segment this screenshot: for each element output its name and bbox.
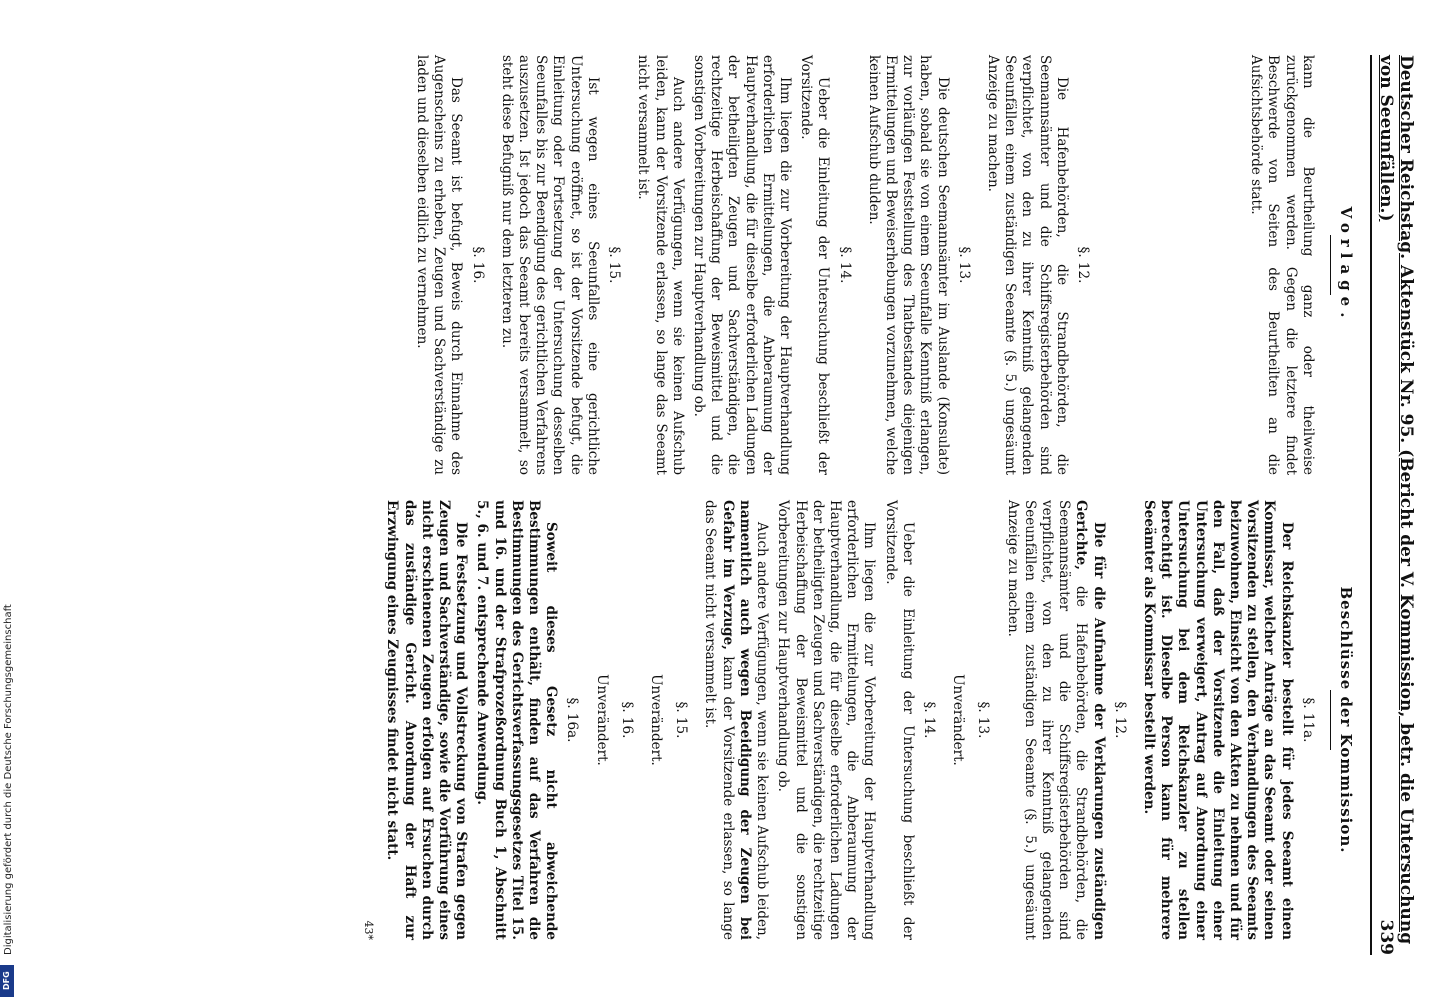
section-text: Ist wegen eines Seeunfalles eine gerichtliche Untersuchung eröffnet, so ist der Vorsitzende befugt, die Einleitung oder Fortsetzung der Untersuchung desselben Seeunfalles bis zur Beendigung des gerichtlichen Verfahrens auszusetzen. Ist jedoch das Seeamt bereits versammelt, so steht diese Befugniß nur dem letzteren zu. <box>498 55 601 475</box>
section-number: §. 15. <box>606 246 623 284</box>
section-number: §. 15. <box>673 701 690 739</box>
header-title: Deutscher Reichstag. Aktenstück Nr. 95. (Bericht der V. Kommission, betr. die Untersuchung von Seeunfällen.) <box>1376 55 1416 945</box>
section-number: §. 16a. <box>564 697 581 743</box>
section-text-part: kann der Vorsitzende erlassen, so lange das Seeamt nicht versammelt ist. <box>702 500 736 941</box>
section-text: Auch andere Verfügungen, wenn sie keinen Aufschub leiden, kann der Vorsitzende erlassen, so lange das Seeamt nicht versammelt ist. <box>635 55 686 475</box>
section-text <box>1003 500 1106 940</box>
unchanged-label: Unverändert. <box>593 674 610 766</box>
dfg-footer <box>0 0 20 1000</box>
unchanged-label: Unverändert. <box>950 674 967 766</box>
section-text: Die deutschen Seemannsämter im Auslande (Konsulate) haben, sobald sie von einem Seeunfalle Kenntniß erlangen, zur vorläufigen Feststellung des Thatbestandes diejenigen Ermittelungen und Beweiserhebungen vorzunehmen, welche keinen Aufschub dulden. <box>865 55 951 475</box>
page-header <box>1370 55 1416 955</box>
divider <box>1330 235 1331 295</box>
section-text: Ihm liegen die zur Vorbereitung der Hauptverhandlung erforderlichen Ermittelungen, die Anberaumung der Hauptverhandlung, die für dieselbe erforderlichen Ladungen der betheiligten Zeugen und Sachverständigen, die rechtzeitige Herbeischaffung der Beweismittel und die sonstigen Vorbereitungen zur Hauptverhandlung ob. <box>775 500 878 940</box>
column-heading: Vorlage. <box>1337 206 1355 324</box>
section-number: §. 13. <box>955 246 972 284</box>
section-text: Die Hafenbehörden, die Strandbehörden, die Seemannsämter und die Schiffsregisterbehörden sind verpflichtet, von den zu ihrer Kenntniß gelangenden Seeunfällen einem zuständigen Seeamte (§. 5.) ungesäumt Anzeige zu machen. <box>984 55 1070 475</box>
section-text: Der Reichskanzler bestellt für jedes Seeamt einen Kommissar, welcher Anträge an das Seeamt oder seinen Vorsitzenden zu stellen, den Verhandlungen des Seeamts beizuwohnen, Einsicht von den Akten zu nehmen und für den Fall, daß der Vorsitzende die Einleitung einer Untersuchung verweigert, Antrag auf Anordnung einer Untersuchung bei dem Reichskanzler zu stellen berechtigt ist. Dieselbe Person kann für mehrere Seeämter als Kommissar bestellt werden. <box>1140 500 1295 940</box>
dfg-credit-text: Digitalisierung gefördert durch die Deutsche Forschungsgemeinschaft <box>3 604 14 955</box>
section-text-part: Auch andere Verfügungen, wenn sie keinen Aufschub leiden, <box>754 522 771 940</box>
section-number: §. 13. <box>975 701 992 739</box>
divider <box>1330 690 1331 750</box>
section-number: §. 16. <box>469 246 486 284</box>
section-text: Soweit dieses Gesetz nicht abweichende Bestimmungen enthält, finden auf das Verfahren die Bestimmungen des Gerichtsverfassungsgesetzes Titel 15. und 16. und der Strafprozeßordnung Buch 1, Abschnitt 5., 6. und 7. entsprechende Anwendung. <box>474 500 560 940</box>
column-beschluesse <box>360 500 1362 940</box>
dfg-logo: DFG <box>0 965 14 997</box>
section-text <box>701 500 770 940</box>
column-heading: Beschlüsse der Kommission. <box>1337 586 1355 854</box>
section-number: §. 16. <box>618 701 635 739</box>
column-vorlage <box>409 55 1362 475</box>
section-text-rest: die Hafenbehörden, die Strandbehörden, die Seemannsämter und die Schiffsregisterbehörden sind verpflichtet, von den zu ihrer Kenntniß gelangenden Seeunfällen einem zuständigen Seeamte (§. 5.) ungesäumt Anzeige zu machen. <box>1004 500 1090 940</box>
unchanged-label: Unverändert. <box>648 674 665 766</box>
section-number: §. 12. <box>1111 701 1128 739</box>
section-text: Ihm liegen die zur Vorbereitung der Hauptverhandlung erforderlichen Ermittelungen, die Anberaumung der Hauptverhandlung, die für dieselbe erforderlichen Ladungen der betheiligten Zeugen und Sachverständigen, die rechtzeitige Herbeischaffung der Beweismittel und die sonstigen Vorbereitungen zur Hauptverhandlung ob. <box>690 55 793 475</box>
section-text: Das Seeamt ist befugt, Beweis durch Einnahme des Augenscheins zu erheben, Zeugen und Sachverständige zu laden und dieselben eidlich zu vernehmen. <box>414 55 465 475</box>
section-text: Ueber die Einleitung der Untersuchung beschließt der Vorsitzende. <box>882 500 916 940</box>
section-number: §. 11a. <box>1299 697 1316 743</box>
section-number: §. 14. <box>836 246 853 284</box>
signature-mark: 43* <box>362 920 376 940</box>
amended-phrase: namentlich auch wegen Beeidigung der Zeugen bei Gefahr im Verzuge, <box>719 500 753 940</box>
amended-lead: Die für die Aufnahme der Verklarungen zuständigen Gerichte, <box>1073 500 1107 940</box>
intro-paragraph: kann die Beurtheilung ganz oder theilweise zurückgenommen werden. Gegen die letztere findet Beschwerde von Seiten des Beurtheilten an die Aufsichtsbehörde statt. <box>1248 55 1316 475</box>
section-text: Die Festsetzung und Vollstreckung von Strafen gegen Zeugen und Sachverständige, sowie die Vorführung eines nicht erschienenen Zeugen erfolgen auf Ersuchen durch das zuständige Gericht. Anordnung der Haft zur Erzwingung eines Zeugnisses findet nicht statt. <box>384 500 470 940</box>
section-number: §. 14. <box>920 701 937 739</box>
section-number: §. 12. <box>1074 246 1091 284</box>
page-number: 339 <box>1376 919 1396 955</box>
section-text: Ueber die Einleitung der Untersuchung beschließt der Vorsitzende. <box>798 55 832 475</box>
